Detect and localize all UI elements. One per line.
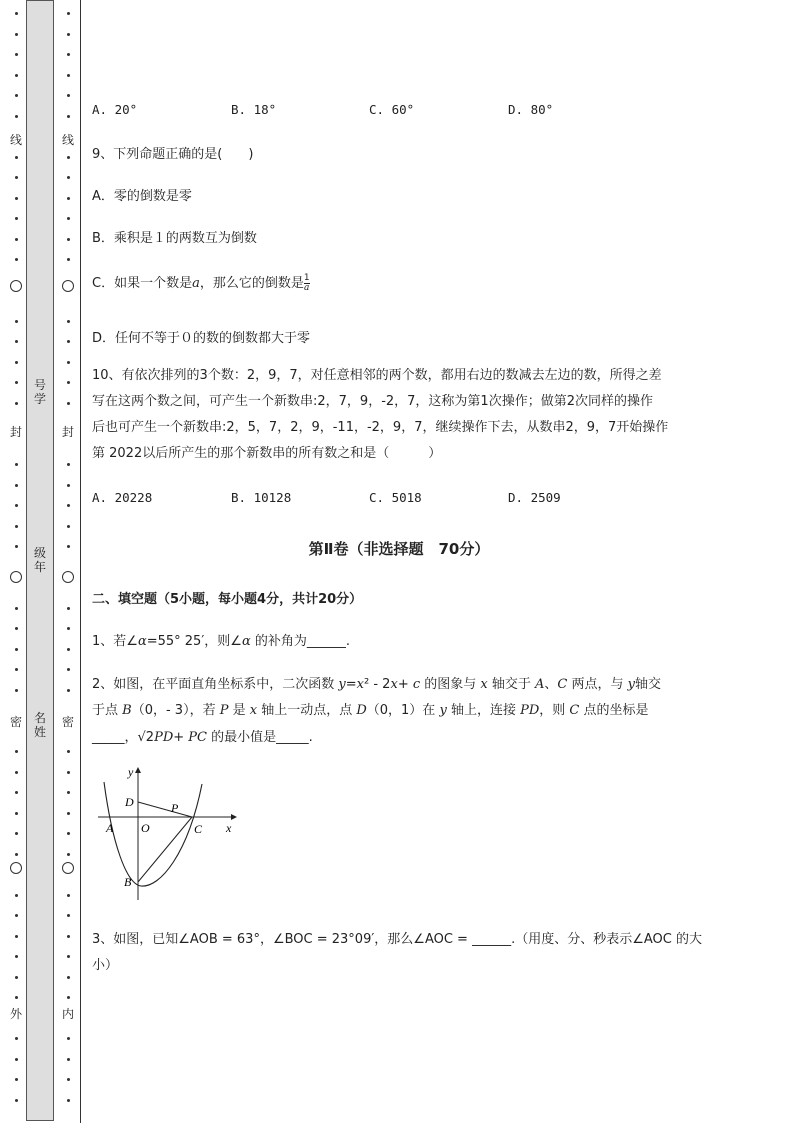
outer-dot bbox=[15, 340, 18, 343]
inner-circle-mark bbox=[62, 862, 74, 874]
math-run: 轴交 bbox=[634, 677, 661, 692]
inner-dot bbox=[67, 115, 70, 118]
binding-outer-strip bbox=[8, 0, 24, 1123]
class-label: 级 年 bbox=[33, 546, 46, 574]
inner-dot bbox=[67, 53, 70, 56]
inner-dot bbox=[67, 1058, 70, 1061]
math-run: 的图象与 bbox=[420, 677, 481, 692]
inner-dot bbox=[67, 484, 70, 487]
math-run: = bbox=[345, 677, 357, 692]
inner-circle-mark bbox=[62, 280, 74, 292]
outer-seal-char: 密 bbox=[9, 715, 22, 729]
outer-dot bbox=[15, 115, 18, 118]
outer-dot bbox=[15, 648, 18, 651]
name-label: 名 姓 bbox=[33, 711, 46, 739]
fill-in-section-heading: 二、填空题（5小题，每小题4分，共计20分） bbox=[92, 592, 363, 607]
outer-dot bbox=[15, 217, 18, 220]
outer-dot bbox=[15, 607, 18, 610]
outer-dot bbox=[15, 74, 18, 77]
outer-dot bbox=[15, 361, 18, 364]
q10-stem: 10、有依次排列的3个数：2，9，7，对任意相邻的两个数，都用右边的数减去左边的数，所得之差 写在这两个数之间，可产生一个新数串:2，7，9，-2，7，这称为第1次操作；做第2次同样的操作 后也可产生一个新数串:2，5，7，2，9，-11，-2，9，7，继续操作下去，从数串2，9，7开始操作 第 2022以后所产生的那个新数串的所有数之和是（ ） bbox=[92, 368, 669, 461]
inner-dot bbox=[67, 894, 70, 897]
outer-dot bbox=[15, 176, 18, 179]
student-number-label: 号 学 bbox=[33, 378, 46, 406]
math-run: P bbox=[219, 703, 229, 718]
outer-dot bbox=[15, 771, 18, 774]
math-run: 轴交于 bbox=[487, 677, 535, 692]
inner-dot bbox=[67, 955, 70, 958]
outer-circle-mark bbox=[10, 862, 22, 874]
inner-dot bbox=[67, 33, 70, 36]
origin-label: O bbox=[141, 821, 150, 835]
inner-circle-mark bbox=[62, 571, 74, 583]
math-run: y bbox=[338, 677, 346, 692]
math-run: A bbox=[535, 677, 545, 692]
point-b-label: B bbox=[124, 875, 132, 889]
math-run: PD bbox=[520, 703, 540, 718]
math-run: 2、如图，在平面直角坐标系中，二次函数 bbox=[92, 677, 339, 692]
outer-circle-mark bbox=[10, 571, 22, 583]
q9-option-a: A．零的倒数是零 bbox=[92, 189, 192, 204]
fill-question-3-line-1: 3、如图，已知∠AOB = 63°，∠BOC = 23°09′，那么∠AOC = ______.（用度、分、秒表示∠AOC 的大 bbox=[92, 932, 702, 947]
math-run: 于点 bbox=[92, 703, 123, 718]
outer-dot bbox=[15, 53, 18, 56]
inner-dot bbox=[67, 320, 70, 323]
q8-option-c: C. 60° bbox=[369, 102, 415, 117]
inner-dot bbox=[67, 791, 70, 794]
outer-dot bbox=[15, 894, 18, 897]
outer-seal-char: 外 bbox=[9, 1007, 22, 1021]
outer-dot bbox=[15, 750, 18, 753]
inner-dot bbox=[67, 258, 70, 261]
math-run: （0，1）在 bbox=[366, 703, 440, 718]
outer-dot bbox=[15, 1058, 18, 1061]
math-run: PD bbox=[154, 730, 174, 745]
outer-dot bbox=[15, 955, 18, 958]
outer-dot bbox=[15, 94, 18, 97]
fill-question-1: 1、若∠α=55° 25′，则∠α 的补角为______. bbox=[92, 634, 350, 649]
inner-dot bbox=[67, 238, 70, 241]
outer-circle-mark bbox=[10, 280, 22, 292]
inner-dot bbox=[67, 914, 70, 917]
outer-dot bbox=[15, 689, 18, 692]
math-run: ² - 2 bbox=[364, 677, 391, 692]
outer-dot bbox=[15, 402, 18, 405]
math-run: C bbox=[557, 677, 568, 692]
outer-dot bbox=[15, 525, 18, 528]
inner-seal-char: 密 bbox=[61, 715, 74, 729]
inner-dot bbox=[67, 832, 70, 835]
outer-dot bbox=[15, 1099, 18, 1102]
inner-dot bbox=[67, 402, 70, 405]
math-run: 的最小值是_____. bbox=[206, 730, 313, 745]
outer-dot bbox=[15, 832, 18, 835]
math-run: x bbox=[356, 677, 365, 692]
inner-dot bbox=[67, 1037, 70, 1040]
inner-dot bbox=[67, 853, 70, 856]
inner-dot bbox=[67, 361, 70, 364]
inner-dot bbox=[67, 935, 70, 938]
q10-option-c: C. 5018 bbox=[369, 490, 422, 505]
outer-dot bbox=[15, 935, 18, 938]
y-axis-label: y bbox=[128, 765, 134, 779]
outer-dot bbox=[15, 996, 18, 999]
outer-dot bbox=[15, 484, 18, 487]
fill-question-3-line-2: 小） bbox=[92, 958, 119, 973]
x-axis-label: x bbox=[226, 821, 232, 835]
inner-dot bbox=[67, 648, 70, 651]
binding-inner-strip bbox=[58, 0, 78, 1123]
inner-dot bbox=[67, 156, 70, 159]
inner-dot bbox=[67, 217, 70, 220]
outer-dot bbox=[15, 197, 18, 200]
outer-dot bbox=[15, 258, 18, 261]
math-run: PC bbox=[188, 730, 207, 745]
point-a-label: A bbox=[106, 821, 114, 835]
math-run: x bbox=[390, 677, 398, 692]
inner-seal-char: 内 bbox=[61, 1007, 74, 1021]
inner-dot bbox=[67, 176, 70, 179]
q10-option-a: A. 20228 bbox=[92, 490, 153, 505]
parabola-curve bbox=[104, 782, 202, 886]
point-p-label: P bbox=[171, 801, 179, 815]
q9-option-c: C．如果一个数是a，那么它的倒数是 $\frac{1}{a}$ bbox=[92, 273, 310, 293]
inner-dot bbox=[67, 1099, 70, 1102]
math-run: 两点，与 bbox=[567, 677, 628, 692]
binding-border-line bbox=[80, 0, 81, 1123]
inner-dot bbox=[67, 525, 70, 528]
outer-dot bbox=[15, 627, 18, 630]
inner-dot bbox=[67, 976, 70, 979]
outer-dot bbox=[15, 976, 18, 979]
math-run: ，则 bbox=[539, 703, 570, 718]
q10-option-b: B. 10128 bbox=[231, 490, 292, 505]
inner-dot bbox=[67, 607, 70, 610]
q8-option-a: A. 20° bbox=[92, 102, 138, 117]
q9-option-b: B．乘积是１的两数互为倒数 bbox=[92, 231, 257, 246]
inner-dot bbox=[67, 197, 70, 200]
inner-dot bbox=[67, 668, 70, 671]
math-run: √2 bbox=[137, 730, 155, 745]
math-run: 轴上，连接 bbox=[446, 703, 521, 718]
outer-dot bbox=[15, 156, 18, 159]
fill-question-2-line-2 bbox=[92, 699, 648, 718]
outer-dot bbox=[15, 812, 18, 815]
math-run: + bbox=[173, 730, 189, 745]
inner-dot bbox=[67, 812, 70, 815]
math-run: （0，- 3），若 bbox=[131, 703, 220, 718]
part-two-title: 第Ⅱ卷（非选择题 70分） bbox=[308, 540, 490, 558]
math-run: x bbox=[249, 703, 258, 718]
outer-dot bbox=[15, 320, 18, 323]
inner-seal-char: 封 bbox=[61, 425, 74, 439]
math-run: + bbox=[397, 677, 413, 692]
point-c-label: C bbox=[194, 822, 203, 836]
outer-seal-char: 线 bbox=[9, 133, 22, 147]
inner-dot bbox=[67, 504, 70, 507]
inner-dot bbox=[67, 996, 70, 999]
outer-dot bbox=[15, 853, 18, 856]
inner-dot bbox=[67, 12, 70, 15]
math-run: D bbox=[356, 703, 367, 718]
inner-dot bbox=[67, 627, 70, 630]
q9-option-d: D．任何不等于０的数的倒数都大于零 bbox=[92, 331, 311, 346]
binding-info-strip bbox=[26, 0, 54, 1121]
math-run: y bbox=[439, 703, 447, 718]
outer-dot bbox=[15, 1037, 18, 1040]
outer-dot bbox=[15, 12, 18, 15]
inner-dot bbox=[67, 545, 70, 548]
inner-seal-char: 线 bbox=[61, 133, 74, 147]
outer-seal-char: 封 bbox=[9, 425, 22, 439]
math-run: 点的坐标是 bbox=[579, 703, 649, 718]
outer-dot bbox=[15, 238, 18, 241]
reciprocal-fraction: $\frac{1}{a}$ bbox=[303, 273, 310, 293]
math-run: y bbox=[627, 677, 635, 692]
outer-dot bbox=[15, 504, 18, 507]
q8-option-d: D. 80° bbox=[508, 102, 554, 117]
outer-dot bbox=[15, 914, 18, 917]
math-run: B bbox=[122, 703, 132, 718]
inner-dot bbox=[67, 94, 70, 97]
outer-dot bbox=[15, 668, 18, 671]
outer-dot bbox=[15, 545, 18, 548]
q9-stem: 9、下列命题正确的是( ) bbox=[92, 147, 254, 162]
segment-dp bbox=[138, 802, 192, 817]
inner-dot bbox=[67, 463, 70, 466]
outer-dot bbox=[15, 33, 18, 36]
math-run: _____， bbox=[92, 730, 138, 745]
outer-dot bbox=[15, 1078, 18, 1081]
q8-option-b: B. 18° bbox=[231, 102, 277, 117]
inner-dot bbox=[67, 1078, 70, 1081]
inner-dot bbox=[67, 750, 70, 753]
math-run: C bbox=[569, 703, 580, 718]
math-run: x bbox=[480, 677, 488, 692]
parabola-figure bbox=[94, 762, 244, 902]
point-d-label: D bbox=[125, 795, 134, 809]
inner-dot bbox=[67, 771, 70, 774]
fill-question-2-line-1 bbox=[92, 673, 661, 692]
fill-question-2-line-3 bbox=[92, 726, 313, 745]
outer-dot bbox=[15, 791, 18, 794]
math-run: 是 bbox=[228, 703, 250, 718]
outer-dot bbox=[15, 463, 18, 466]
math-run: 轴上一动点，点 bbox=[257, 703, 357, 718]
inner-dot bbox=[67, 74, 70, 77]
inner-dot bbox=[67, 689, 70, 692]
math-run: c bbox=[412, 677, 421, 692]
outer-dot bbox=[15, 381, 18, 384]
inner-dot bbox=[67, 340, 70, 343]
inner-dot bbox=[67, 381, 70, 384]
q10-option-d: D. 2509 bbox=[508, 490, 561, 505]
math-run: 、 bbox=[544, 677, 558, 692]
